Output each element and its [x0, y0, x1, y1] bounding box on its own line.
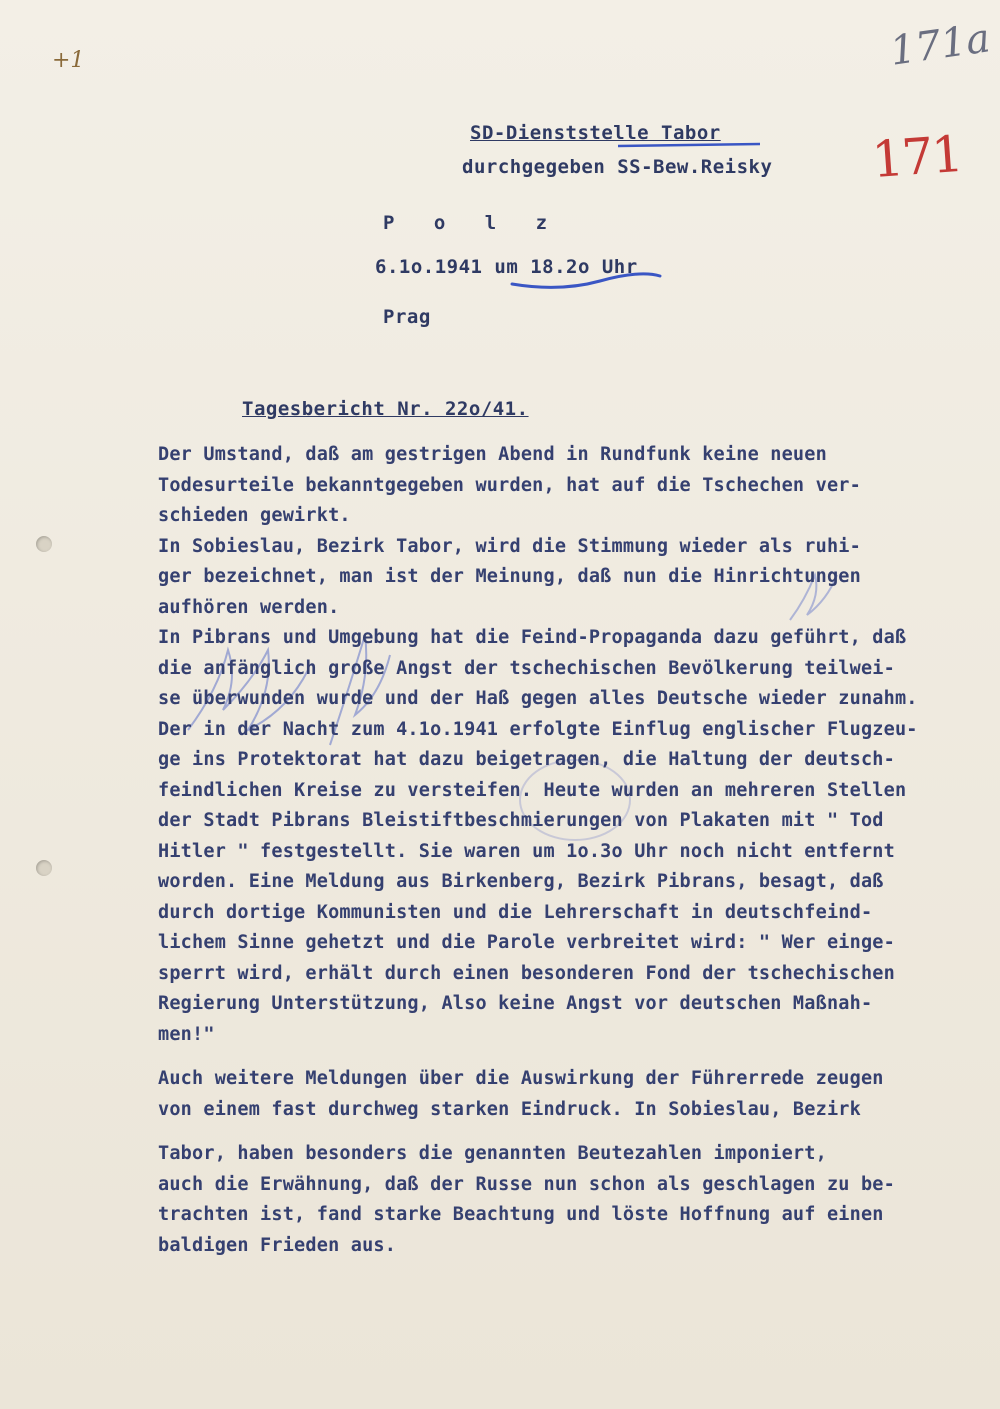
text-line: Der Umstand, daß am gestrigen Abend in Rundfunk keine neuen [158, 444, 827, 465]
text-line: Auch weitere Meldungen über die Auswirkung der Führerrede zeugen [158, 1068, 884, 1089]
text-line: worden. Eine Meldung aus Birkenberg, Bezirk Pibrans, besagt, daß [158, 871, 884, 892]
report-paragraph [158, 1064, 958, 1125]
text-line: feindlichen Kreise zu versteifen. Heute wurden an mehreren Stellen [158, 779, 907, 801]
text-line: schieden gewirkt. [158, 505, 351, 526]
text-line: Hitler " festgestellt. Sie waren um 1o.3o Uhr noch nicht entfernt [158, 840, 895, 862]
report-title: Tagesbericht Nr. 22o/41. [242, 398, 529, 420]
report-date-time: 6.1o.1941 um 18.2o Uhr [375, 256, 638, 278]
text-line: Todesurteile bekanntgegeben wurden, hat auf die Tschechen ver- [158, 474, 861, 496]
punch-hole [36, 536, 52, 552]
text-line: In Pibrans und Umgebung hat die Feind-Propaganda dazu geführt, daß [158, 627, 907, 648]
text-line: der Stadt Pibrans Bleistiftbeschmierungen von Plakaten mit " Tod [158, 810, 884, 831]
text-line: die anfänglich große Angst der tschechischen Bevölkerung teilwei- [158, 657, 895, 679]
archive-number-handwritten: 171a [887, 15, 993, 75]
text-line: men!" [158, 1023, 215, 1045]
recipient-name: P o l z [383, 212, 562, 234]
text-line: trachten ist, fand starke Beachtung und löste Hoffnung auf einen [158, 1204, 884, 1225]
text-line: Der in der Nacht zum 4.1o.1941 erfolgte Einflug englischer Flugzeu- [158, 718, 918, 740]
text-line: sperrt wird, erhält durch einen besonderen Fond der tschechischen [158, 962, 895, 984]
report-paragraph [158, 1139, 958, 1261]
text-line: Tabor, haben besonders die genannten Beutezahlen imponiert, [158, 1143, 827, 1164]
page-number-handwritten: 171 [870, 124, 964, 190]
text-line: aufhören werden. [158, 596, 340, 618]
text-line: baldigen Frieden aus. [158, 1234, 397, 1256]
transmitted-by: durchgegeben SS-Bew.Reisky [462, 156, 773, 178]
margin-mark-handwritten: +1 [52, 48, 85, 73]
report-paragraph [158, 532, 958, 624]
text-line: Regierung Unterstützung, Also keine Angst vor deutschen Maßnah- [158, 993, 873, 1014]
text-line: se überwunden wurde und der Haß gegen alles Deutsche wieder zunahm. [158, 688, 918, 709]
text-line: von einem fast durchweg starken Eindruck. In Sobieslau, Bezirk [158, 1098, 861, 1120]
text-line: durch dortige Kommunisten und die Lehrerschaft in deutschfeind- [158, 901, 873, 923]
text-line: ge ins Protektorat hat dazu beigetragen, die Haltung der deutsch- [158, 749, 895, 770]
report-paragraph [158, 440, 958, 532]
report-paragraph [158, 623, 958, 1050]
report-body [158, 440, 958, 1261]
text-line: ger bezeichnet, man ist der Meinung, daß nun die Hinrichtungen [158, 566, 861, 587]
text-line: In Sobieslau, Bezirk Tabor, wird die Stimmung wieder als ruhi- [158, 535, 861, 557]
text-line: auch die Erwähnung, daß der Russe nun schon als geschlagen zu be- [158, 1173, 895, 1195]
text-line: lichem Sinne gehetzt und die Parole verbreitet wird: " Wer einge- [158, 932, 895, 953]
punch-hole [36, 860, 52, 876]
report-city: Prag [383, 306, 431, 328]
office-header: SD-Dienststelle Tabor [470, 122, 721, 144]
